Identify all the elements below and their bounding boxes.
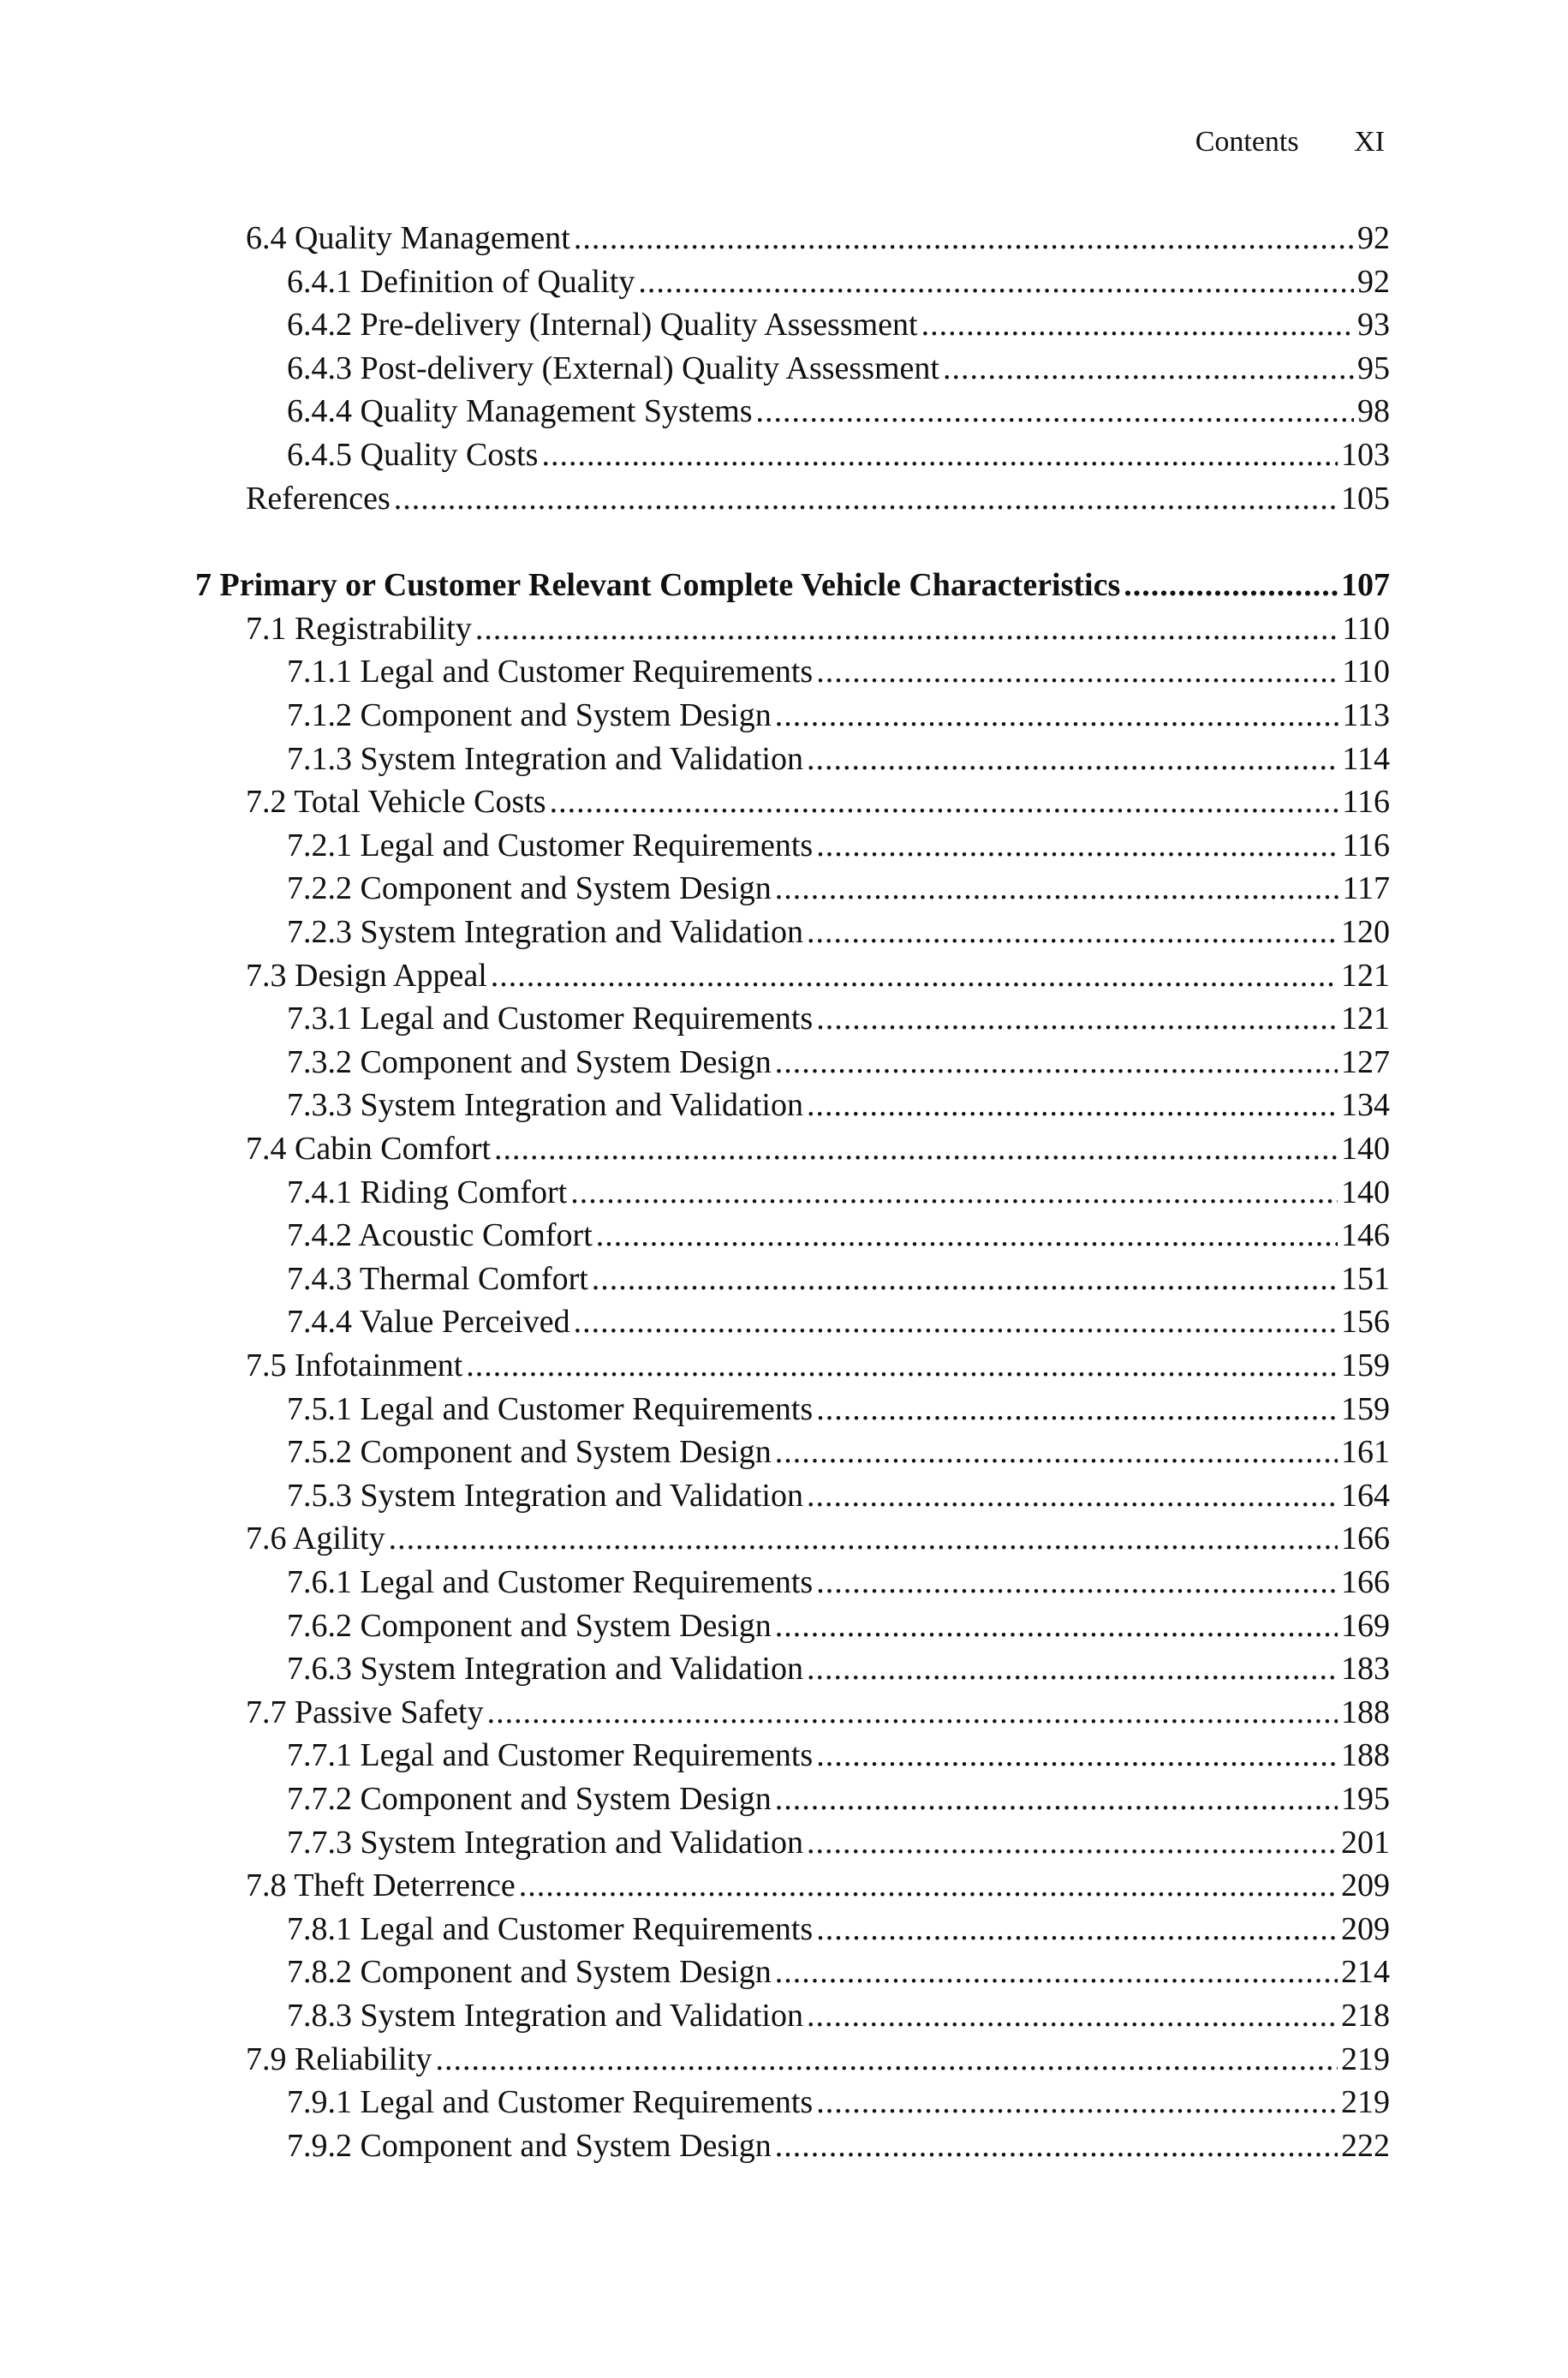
- running-head-page-number: XI: [1354, 126, 1385, 158]
- toc-entry-section: [246, 1127, 1390, 1170]
- toc-entry-title: 7.9 Reliability: [246, 2040, 432, 2077]
- toc-entry-page-number: 222: [1341, 2127, 1390, 2164]
- dot-leader: [775, 2124, 1338, 2167]
- toc-entry-title: 7.3 Design Appeal: [246, 957, 487, 994]
- toc-entry-title: 7.3.1 Legal and Customer Requirements: [287, 1001, 814, 1037]
- toc-entry-page-number: 117: [1342, 870, 1390, 907]
- toc-entry-page-number: 140: [1341, 1174, 1390, 1210]
- toc-entry-subsection: [287, 1474, 1390, 1517]
- dot-leader: [807, 1647, 1338, 1690]
- toc-entry-title: 7.7.1 Legal and Customer Requirements: [287, 1737, 814, 1774]
- dot-leader: [475, 607, 1339, 650]
- toc-entry-page-number: 188: [1341, 1694, 1390, 1730]
- dot-leader: [541, 433, 1338, 476]
- toc-entry-subsection: [287, 2124, 1390, 2167]
- toc-entry-title: 7.8 Theft Deterrence: [246, 1867, 516, 1904]
- toc-entry-page-number: 127: [1341, 1043, 1390, 1080]
- toc-entry-title: 7.4.2 Acoustic Comfort: [287, 1217, 593, 1254]
- toc-entry-page-number: 110: [1342, 654, 1390, 690]
- toc-entry-subsection: [287, 1300, 1390, 1343]
- dot-leader: [816, 1734, 1338, 1777]
- toc-entry-page-number: 219: [1341, 2084, 1390, 2121]
- toc-entry-subsection: [287, 997, 1390, 1040]
- dot-leader: [807, 738, 1338, 780]
- toc-entry-page-number: 116: [1342, 784, 1390, 821]
- toc-entry-page-number: 161: [1341, 1434, 1390, 1471]
- toc-entry-title: 7.9.2 Component and System Design: [287, 2127, 772, 2164]
- dot-leader: [807, 1994, 1338, 2037]
- dot-leader: [1124, 564, 1338, 606]
- toc-entry-page-number: 116: [1342, 827, 1390, 863]
- toc-entry-subsection: [287, 650, 1390, 693]
- toc-entry-title: 6.4.3 Post-delivery (External) Quality Assessment: [287, 350, 939, 386]
- toc-entry-subsection: [287, 1821, 1390, 1864]
- toc-entry-page-number: 214: [1341, 1954, 1390, 1991]
- toc-entry-subsection: [287, 303, 1390, 346]
- toc-entry-title: 7.2.3 System Integration and Validation: [287, 914, 803, 950]
- toc-entry-page-number: 134: [1341, 1087, 1390, 1124]
- toc-entry-page-number: 103: [1341, 437, 1390, 473]
- toc-entry-title: 7.1.3 System Integration and Validation: [287, 740, 803, 777]
- toc-entry-title: References: [246, 480, 391, 517]
- toc-entry-title: 7.5 Infotainment: [246, 1347, 463, 1383]
- dot-leader: [775, 867, 1339, 910]
- toc-entry-section: [246, 1344, 1390, 1387]
- dot-leader: [816, 1561, 1338, 1604]
- toc-entry-page-number: 121: [1341, 957, 1390, 994]
- toc-entry-section: [246, 477, 1390, 520]
- toc-entry-page-number: 120: [1341, 914, 1390, 950]
- toc-entry-page-number: 219: [1341, 2040, 1390, 2077]
- toc-entry-title: 7.1.1 Legal and Customer Requirements: [287, 654, 814, 690]
- dot-leader: [816, 2081, 1338, 2124]
- toc-entry-subsection: [287, 1171, 1390, 1214]
- toc-entry-page-number: 151: [1341, 1260, 1390, 1297]
- dot-leader: [775, 1604, 1338, 1647]
- dot-leader: [435, 2038, 1338, 2081]
- toc-entry-page-number: 166: [1341, 1521, 1390, 1557]
- toc-entry-subsection: [287, 390, 1390, 433]
- toc-entry-page-number: 166: [1341, 1564, 1390, 1600]
- toc-entry-page-number: 188: [1341, 1737, 1390, 1774]
- toc-entry-subsection: [287, 1604, 1390, 1647]
- dot-leader: [807, 911, 1338, 953]
- toc-entry-page-number: 110: [1342, 610, 1390, 647]
- dot-leader: [550, 780, 1339, 823]
- running-head-title: Contents: [1195, 126, 1299, 158]
- dot-leader: [638, 260, 1354, 303]
- toc-entry-page-number: 92: [1357, 263, 1390, 300]
- toc-entry-title: 7.5.2 Component and System Design: [287, 1434, 772, 1471]
- toc-entry-title: 6.4 Quality Management: [246, 220, 570, 256]
- toc-entry-section: [246, 2038, 1390, 2081]
- dot-leader: [389, 1517, 1338, 1560]
- toc-entry-page-number: 209: [1341, 1910, 1390, 1947]
- toc-entry-subsection: [287, 1084, 1390, 1126]
- toc-entry-page-number: 146: [1341, 1217, 1390, 1254]
- toc-entry-title: 7.4 Cabin Comfort: [246, 1131, 492, 1167]
- toc-entry-section: [246, 1864, 1390, 1907]
- toc-entry-section: [246, 1517, 1390, 1560]
- dot-leader: [807, 1474, 1338, 1517]
- toc-entry-page-number: 95: [1357, 350, 1390, 386]
- toc-entry-title: 7.8.1 Legal and Customer Requirements: [287, 1910, 814, 1947]
- toc-entry-section: [246, 217, 1390, 260]
- toc-entry-section: [246, 954, 1390, 997]
- toc-entry-title: 6.4.2 Pre-delivery (Internal) Quality Assessment: [287, 307, 918, 344]
- toc-entry-page-number: 209: [1341, 1867, 1390, 1904]
- toc-entry-page-number: 169: [1341, 1607, 1390, 1644]
- dot-leader: [574, 217, 1354, 260]
- dot-leader: [466, 1344, 1338, 1387]
- toc-entry-title: 7.2.2 Component and System Design: [287, 870, 772, 907]
- toc-entry-page-number: 93: [1357, 307, 1390, 344]
- toc-entry-title: 7.4.4 Value Perceived: [287, 1304, 570, 1341]
- toc-entry-subsection: [287, 2081, 1390, 2124]
- toc-entry-subsection: [287, 1561, 1390, 1604]
- toc-entry-title: 7.4.3 Thermal Comfort: [287, 1260, 588, 1297]
- dot-leader: [494, 1127, 1338, 1170]
- toc-entry-section: [246, 607, 1390, 650]
- toc-entry-title: 7.6.1 Legal and Customer Requirements: [287, 1564, 814, 1600]
- toc-entry-title: 6.4.4 Quality Management Systems: [287, 393, 753, 430]
- dot-leader: [487, 1691, 1338, 1734]
- toc-entry-title: 7.7 Passive Safety: [246, 1694, 484, 1730]
- dot-leader: [775, 1951, 1338, 1993]
- dot-leader: [816, 824, 1338, 867]
- toc-entry-subsection: [287, 1431, 1390, 1473]
- toc-entry-section: [246, 780, 1390, 823]
- toc-entry-title: 7.1.2 Component and System Design: [287, 697, 772, 733]
- toc-entry-subsection: [287, 694, 1390, 737]
- toc-entry-page-number: 98: [1357, 393, 1390, 430]
- toc-entry-page-number: 218: [1341, 1998, 1390, 2034]
- toc-entry-page-number: 105: [1341, 480, 1390, 517]
- toc-entry-page-number: 201: [1341, 1824, 1390, 1861]
- toc-entry-page-number: 183: [1341, 1651, 1390, 1688]
- dot-leader: [394, 477, 1338, 520]
- dot-leader: [943, 347, 1354, 390]
- toc-entry-section: [246, 1691, 1390, 1734]
- dot-leader: [775, 1431, 1338, 1473]
- toc-entry-page-number: 195: [1341, 1781, 1390, 1817]
- dot-leader: [816, 997, 1338, 1040]
- toc-entry-title: 7.7.2 Component and System Design: [287, 1781, 772, 1817]
- toc-entry-subsection: [287, 867, 1390, 910]
- toc-entry-subsection: [287, 433, 1390, 476]
- toc-entry-title: 7.7.3 System Integration and Validation: [287, 1824, 803, 1861]
- toc-entry-subsection: [287, 911, 1390, 953]
- toc-entry-page-number: 92: [1357, 220, 1390, 256]
- toc-entry-page-number: 121: [1341, 1001, 1390, 1037]
- toc-entry-page-number: 164: [1341, 1477, 1390, 1514]
- toc-entry-subsection: [287, 1388, 1390, 1431]
- dot-leader: [570, 1171, 1338, 1214]
- toc-entry-subsection: [287, 1908, 1390, 1951]
- toc-entry-title: 7.5.3 System Integration and Validation: [287, 1477, 803, 1514]
- toc-entry-subsection: [287, 1734, 1390, 1777]
- toc-entry-page-number: 159: [1341, 1390, 1390, 1427]
- toc-entry-title: 7.6 Agility: [246, 1521, 385, 1557]
- toc-entry-subsection: [287, 824, 1390, 867]
- toc-entry-subsection: [287, 1951, 1390, 1993]
- dot-leader: [816, 650, 1338, 693]
- toc-entry-title: 7.3.2 Component and System Design: [287, 1043, 772, 1080]
- dot-leader: [775, 1041, 1338, 1084]
- toc-entry-subsection: [287, 1994, 1390, 2037]
- toc-entry-page-number: 156: [1341, 1304, 1390, 1341]
- dot-leader: [592, 1258, 1338, 1300]
- dot-leader: [921, 303, 1354, 346]
- dot-leader: [491, 954, 1338, 997]
- dot-leader: [574, 1300, 1338, 1343]
- toc-entry-subsection: [287, 738, 1390, 780]
- toc-entry-title: 7.4.1 Riding Comfort: [287, 1174, 568, 1210]
- toc-entry-subsection: [287, 1214, 1390, 1257]
- dot-leader: [816, 1908, 1338, 1951]
- toc-entry-subsection: [287, 260, 1390, 303]
- toc-entry-title: 7.6.2 Component and System Design: [287, 1607, 772, 1644]
- running-head: [1195, 125, 1385, 159]
- dot-leader: [807, 1821, 1338, 1864]
- dot-leader: [596, 1214, 1338, 1257]
- toc-entry-title: 7.8.2 Component and System Design: [287, 1954, 772, 1991]
- toc-entry-subsection: [287, 1778, 1390, 1820]
- dot-leader: [519, 1864, 1338, 1907]
- toc-entry-page-number: 113: [1342, 697, 1390, 733]
- dot-leader: [756, 390, 1354, 433]
- toc-entry-subsection: [287, 1647, 1390, 1690]
- toc-entry-subsection: [287, 1041, 1390, 1084]
- toc-entry-page-number: 114: [1342, 740, 1390, 777]
- toc-entry-page-number: 140: [1341, 1131, 1390, 1167]
- toc-entry-title: 7 Primary or Customer Relevant Complete Vehicle Characteristics: [195, 567, 1121, 604]
- toc-entry-title: 7.8.3 System Integration and Validation: [287, 1998, 803, 2034]
- dot-leader: [775, 1778, 1338, 1820]
- toc-entry-title: 7.5.1 Legal and Customer Requirements: [287, 1390, 814, 1427]
- dot-leader: [775, 694, 1339, 737]
- toc-entry-title: 7.2 Total Vehicle Costs: [246, 784, 546, 821]
- dot-leader: [807, 1084, 1338, 1126]
- toc-entry-page-number: 159: [1341, 1347, 1390, 1383]
- toc-entry-subsection: [287, 1258, 1390, 1300]
- toc-entry-title: 7.9.1 Legal and Customer Requirements: [287, 2084, 814, 2121]
- toc-entry-title: 7.6.3 System Integration and Validation: [287, 1651, 803, 1688]
- toc-entry-title: 7.2.1 Legal and Customer Requirements: [287, 827, 814, 863]
- dot-leader: [816, 1388, 1338, 1431]
- toc-entry-chapter: [195, 564, 1390, 606]
- toc-entry-page-number: 107: [1341, 567, 1390, 604]
- toc-entry-title: 7.3.3 System Integration and Validation: [287, 1087, 803, 1124]
- toc-entry-subsection: [287, 347, 1390, 390]
- toc-entry-title: 6.4.5 Quality Costs: [287, 437, 539, 473]
- toc-entry-title: 6.4.1 Definition of Quality: [287, 263, 635, 300]
- toc-entry-title: 7.1 Registrability: [246, 610, 472, 647]
